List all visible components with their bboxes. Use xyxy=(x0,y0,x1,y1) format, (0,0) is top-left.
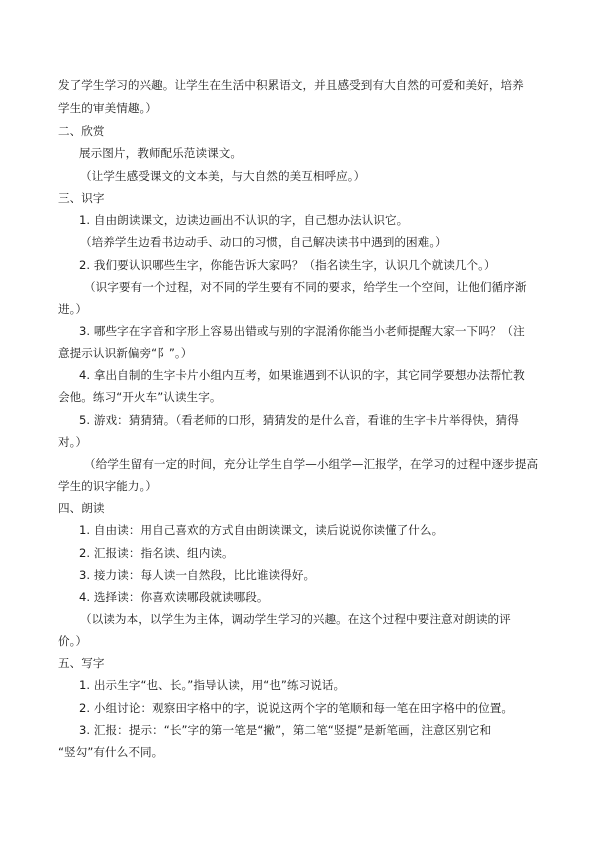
paragraph-line: 发了学生学习的兴趣。让学生在生活中积累语文，并且感受到有大自然的可爱和美好，培养 xyxy=(58,78,524,92)
paragraph-line: 对。） xyxy=(58,435,88,449)
list-item: 1. 自由读：用自己喜欢的方式自由朗读课文，读后说说你读懂了什么。 xyxy=(79,523,444,537)
paragraph-line: 学生的识字能力。） xyxy=(58,479,157,493)
list-item: 2. 汇报读：指名读、组内读。 xyxy=(79,546,234,560)
paragraph-line: 进。） xyxy=(58,302,88,316)
paragraph-line: 学生的审美情趣。） xyxy=(58,101,157,115)
paragraph-line: 价。） xyxy=(58,634,88,648)
list-item: 1. 自由朗读课文，边读边画出不认识的字，自己想办法认识它。 xyxy=(79,213,409,227)
paragraph-note: （让学生感受课文的文本美，与大自然的美互相呼应。） xyxy=(80,169,366,183)
paragraph-note: （以读为本，以学生为主体，调动学生学习的兴趣。在这个过程中要注意对朗读的评 xyxy=(80,612,511,626)
list-item: 4. 选择读：你喜欢读哪段就读哪段。 xyxy=(79,590,269,604)
paragraph-line: 意提示认识新偏旁“阝”。） xyxy=(58,346,193,360)
list-item: 1. 出示生字“也、长。”指导认读，用“也”练习说话。 xyxy=(79,678,346,692)
paragraph-note: （识字要有一个过程，对不同的学生要有不同的要求，给学生一个空间，让他们循序渐 xyxy=(84,280,527,294)
list-item: 2. 我们要认识哪些生字，你能告诉大家吗？（指名读生字，认识几个就读几个。） xyxy=(79,258,496,272)
paragraph-line: “竖勾”有什么不同。 xyxy=(58,745,164,759)
section-heading-appreciation: 二、欣赏 xyxy=(58,124,105,138)
paragraph-line: 展示图片，教师配乐范读课文。 xyxy=(79,146,243,160)
list-item: 5. 游戏：猜猜猜。（看老师的口形，猜猜发的是什么音，看谁的生字卡片举得快，猜得 xyxy=(79,413,519,427)
list-item: 3. 汇报：提示：“长”字的第一笔是“撇”，第二笔“竖提”是新笔画，注意区别它和 xyxy=(79,723,492,737)
paragraph-note: （培养学生边看书边动手、动口的习惯，自己解决读书中遇到的困难。） xyxy=(80,235,447,249)
list-item: 4. 拿出自制的生字卡片小组内互考，如果谁遇到不认识的字，其它同学要想办法帮忙教 xyxy=(79,368,525,382)
paragraph-line: 会他。练习“开火车”认读生字。 xyxy=(58,390,222,404)
section-heading-reading: 四、朗读 xyxy=(58,501,105,515)
list-item: 3. 接力读：每人读一自然段，比比谁读得好。 xyxy=(79,568,316,582)
list-item: 2. 小组讨论：观察田字格中的字，说说这两个字的笔顺和每一笔在田字格中的位置。 xyxy=(79,701,514,715)
section-heading-literacy: 三、识字 xyxy=(58,191,105,205)
section-heading-writing: 五、写字 xyxy=(58,656,105,670)
paragraph-note: （给学生留有一定的时间，充分让学生自学—小组学—汇报学，在学习的过程中逐步提高 xyxy=(84,457,539,471)
list-item: 3. 哪些字在字音和字形上容易出错或与别的字混淆你能当小老师提醒大家一下吗？（注 xyxy=(79,324,525,338)
